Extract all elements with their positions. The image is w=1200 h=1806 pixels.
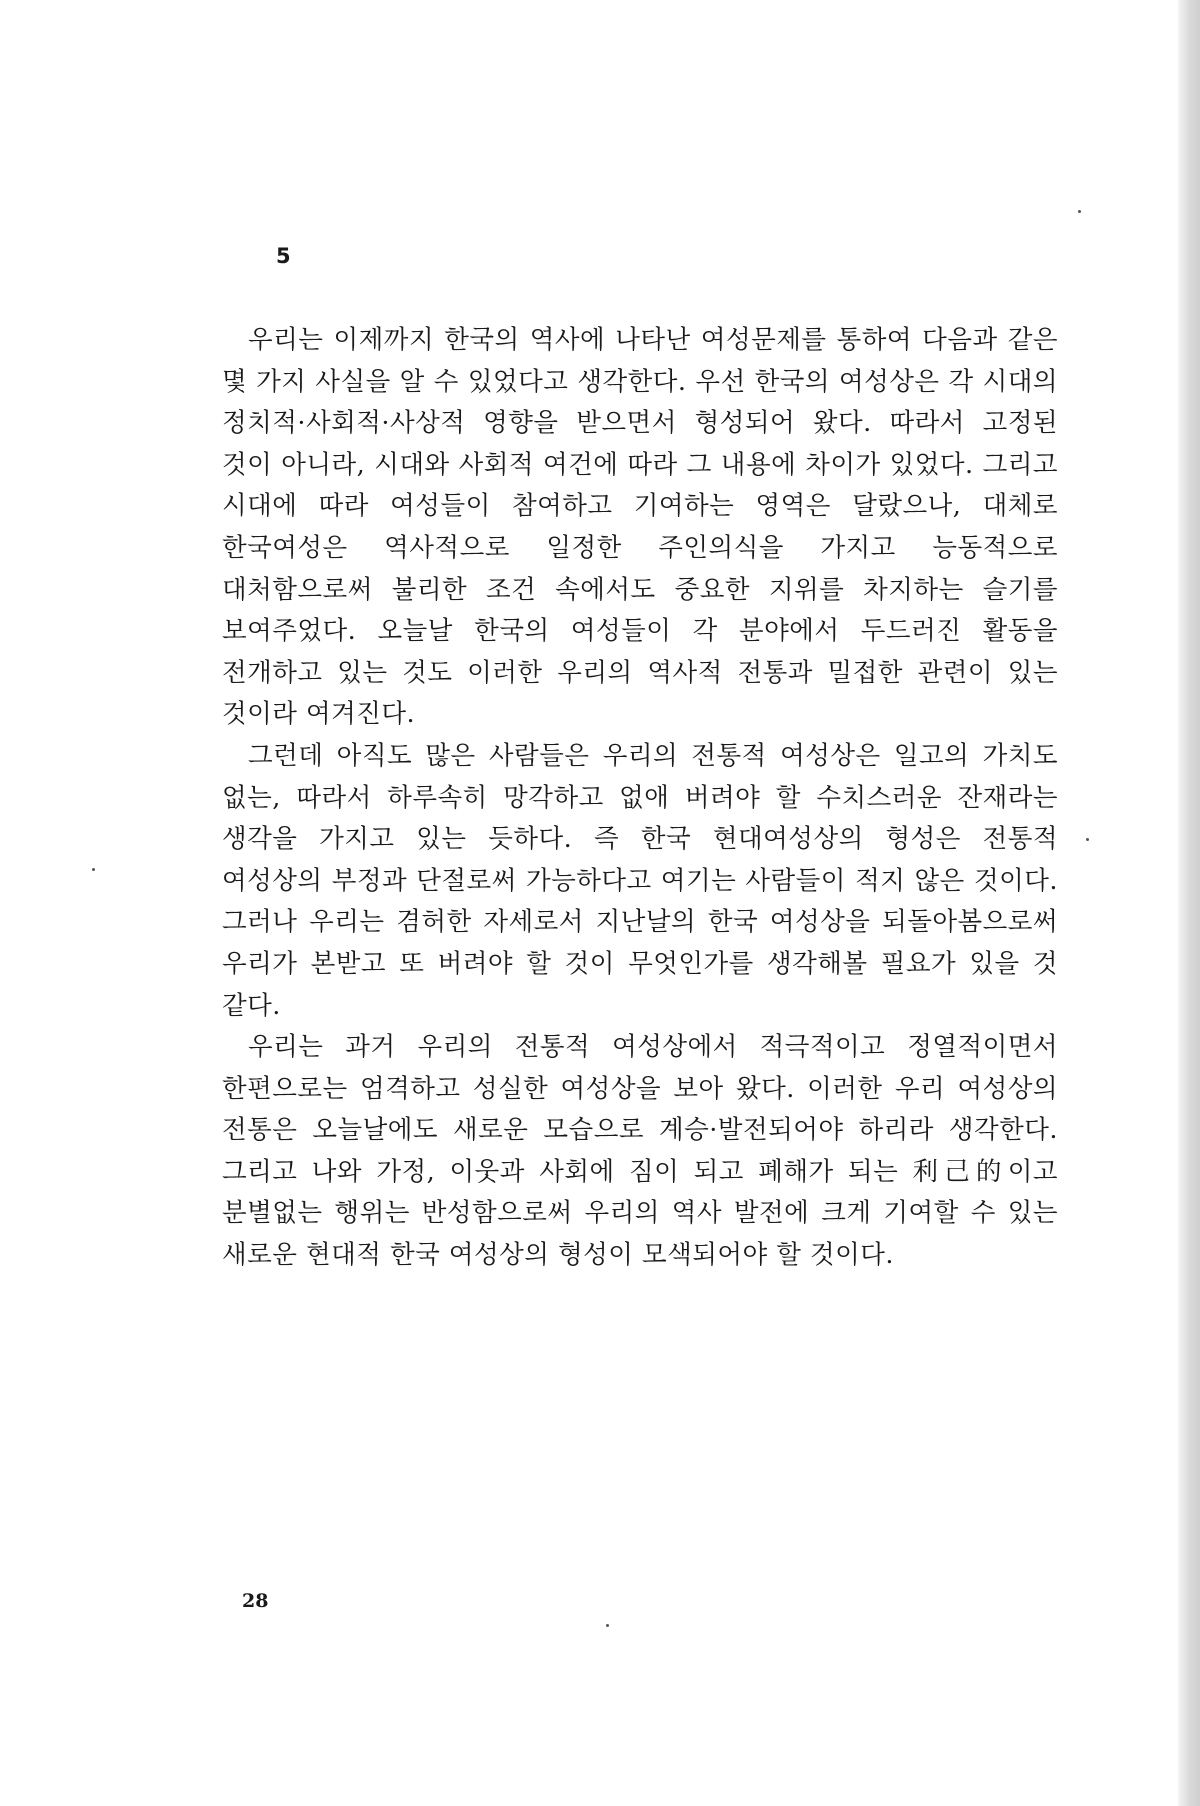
page-edge-shadow — [1178, 0, 1200, 1806]
body-text — [222, 320, 1058, 1277]
paragraph-1: 우리는 이제까지 한국의 역사에 나타난 여성문제를 통하여 다음과 같은 몇 가지 사실을 알 수 있었다고 생각한다. 우선 한국의 여성상은 각 시대의 정치적·사회적·사상적 영향을 받으면서 형성되어 왔다. 따라서 고정된 것이 아니라, 시대와 사회적 여건에 따라 그 내용에 차이가 있었다. 그리고 시대에 따라 여성들이 참여하고 기여하는 영역은 달랐으나, 대체로 한국여성은 역사적으로 일정한 주인의식을 가지고 능동적으로 대처함으로써 불리한 조건 속에서도 중요한 지위를 차지하는 슬기를 보여주었다. 오늘날 한국의 여성들이 각 분야에서 두드러진 활동을 전개하고 있는 것도 이러한 우리의 역사적 전통과 밀접한 관련이 있는 것이라 여겨진다. — [222, 325, 1058, 730]
page-number: 28 — [242, 1590, 269, 1612]
section-number: 5 — [276, 244, 291, 268]
scan-speck — [606, 1624, 609, 1627]
paragraph-3: 우리는 과거 우리의 전통적 여성상에서 적극적이고 정열적이면서 한편으로는 엄격하고 성실한 여성상을 보아 왔다. 이러한 우리 여성상의 전통은 오늘날에도 새로운 모습으로 계승·발전되어야 하리라 생각한다. 그리고 나와 가정, 이웃과 사회에 짐이 되고 폐해가 되는 利己的이고 분별없는 행위는 반성함으로써 우리의 역사 발전에 크게 기여할 수 있는 새로운 현대적 한국 여성상의 형성이 모색되어야 할 것이다. — [222, 1032, 1058, 1271]
scan-speck — [1086, 838, 1089, 841]
paragraph-2: 그런데 아직도 많은 사람들은 우리의 전통적 여성상은 일고의 가치도 없는, 따라서 하루속히 망각하고 없애 버려야 할 수치스러운 잔재라는 생각을 가지고 있는 듯하다. 즉 한국 현대여성상의 형성은 전통적 여성상의 부정과 단절로써 가능하다고 여기는 사람들이 적지 않은 것이다. 그러나 우리는 겸허한 자세로서 지난날의 한국 여성상을 되돌아봄으로써 우리가 본받고 또 버려야 할 것이 무엇인가를 생각해볼 필요가 있을 것 같다. — [222, 740, 1058, 1021]
scan-speck — [92, 868, 95, 871]
scan-speck — [1078, 210, 1081, 213]
